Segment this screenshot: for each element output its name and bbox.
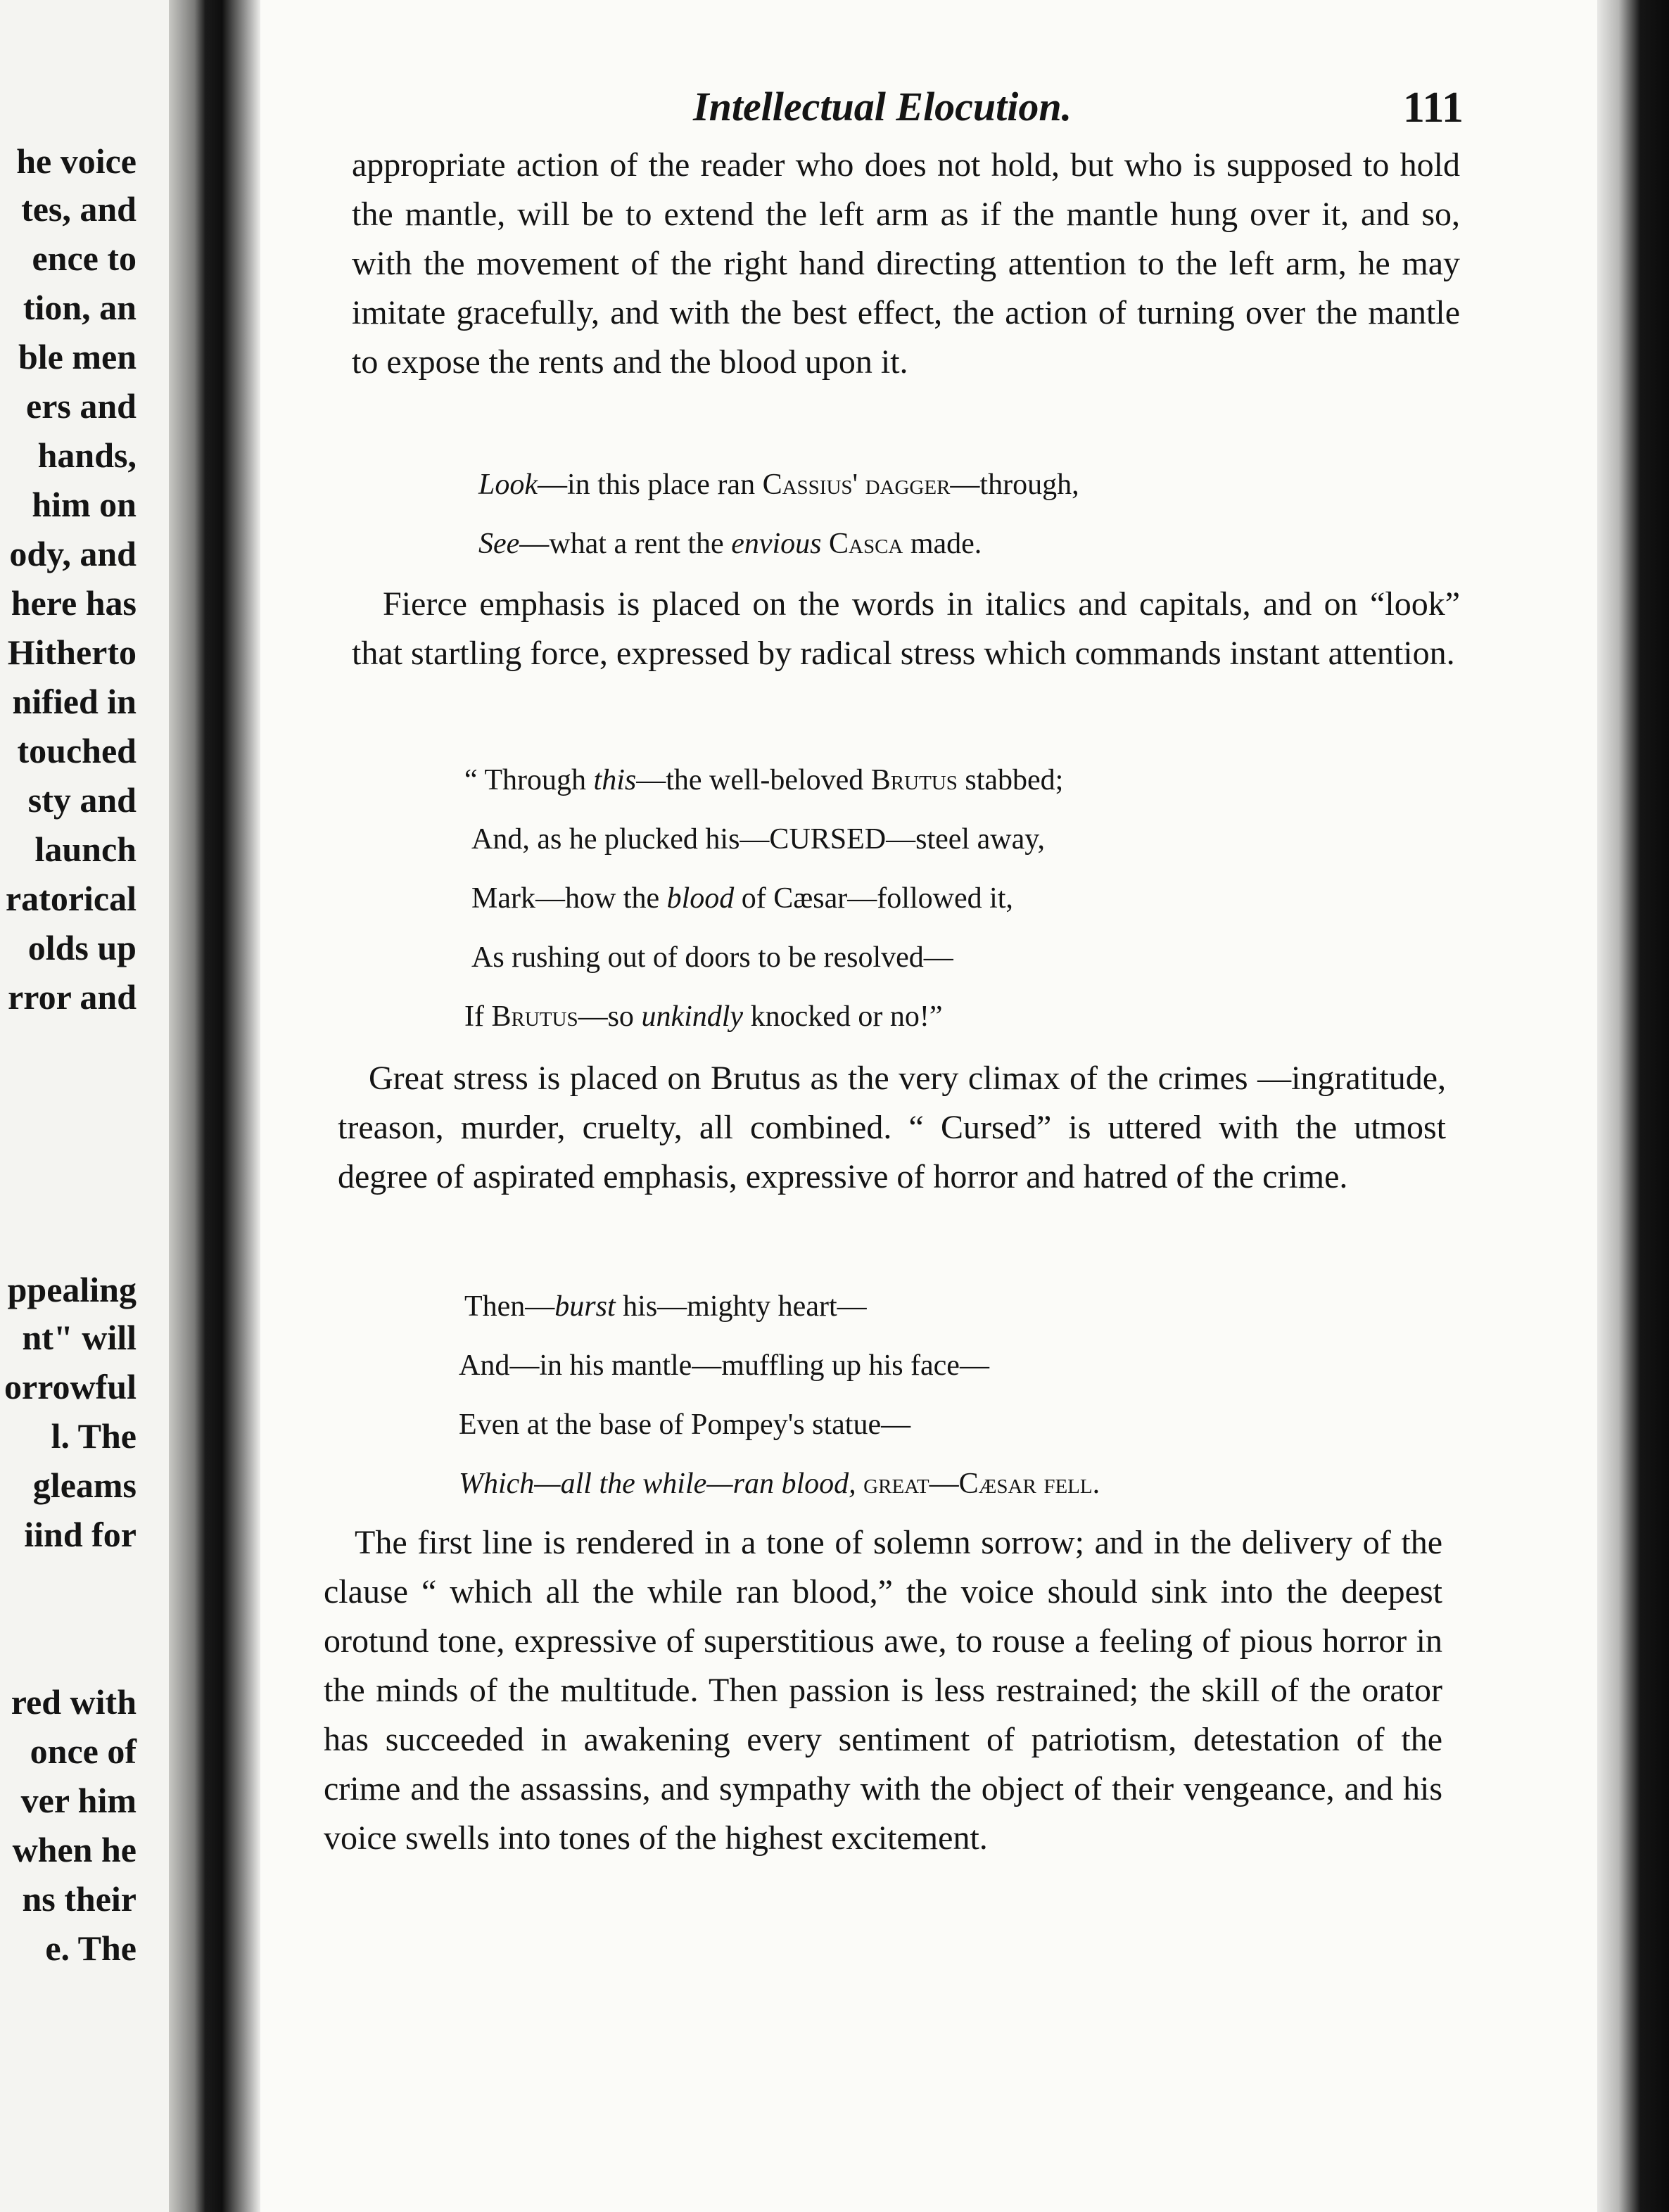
left-page-line: ver him [20,1781,137,1820]
verse-text: —in this place ran [538,469,763,501]
page-edge-shadow [1597,0,1669,2212]
paragraph [338,1054,1446,1202]
emphasis-text: unkindly [641,1000,744,1033]
small-caps-text: Brutus [491,1000,578,1033]
verse-text: made. [903,528,982,560]
verse-text: If [464,1000,492,1033]
emphasis-text: See [478,528,520,560]
left-page-line: once of [30,1731,137,1771]
small-caps-text: Cassius' dagger [762,469,951,501]
left-page-line: gleams [32,1466,137,1505]
emphasis-text: this [593,764,637,796]
verse-text: his—mighty heart— [615,1290,867,1323]
verse-text: —what a rent the [519,528,732,560]
verse-line [478,529,982,559]
left-page-line: tion, an [23,288,137,327]
small-caps-text: great [863,1468,929,1500]
left-page-line: hands, [37,436,137,475]
left-page-line: tes, and [21,189,137,229]
verse-text: —through, [950,469,1079,501]
verse-text: “ Through [464,764,594,796]
verse-text: —the well-beloved [636,764,871,796]
left-page-line: ratorical [5,879,137,918]
left-page-line: ence to [32,239,137,278]
left-page-line: nt" will [22,1318,137,1357]
left-page-fragment [0,0,169,2212]
paragraph-text: The first line is rendered in a tone of solemn sorrow; and in the delivery of the clause “ which all the while ran blood,” the voice should sink into the deepest orotund tone, expressive of superstitious awe, to rouse a feeling of pious horror in the minds of the multitude. Then passion is less restrained; the skill of the orator has succeeded in awakening every sentiment of patriotism, detestation of the crime and the assassins, and sympathy with the object of their vengeance, and his voice swells into tones of the highest excitement. [324,1524,1442,1857]
verse-text: stabbed; [957,764,1064,796]
left-page-line: e. The [45,1928,137,1968]
paragraph: appropriate action of the reader who does not hold, but who is supposed to hold the mantle, will be to extend the left arm as if the mantle hung over it, and so, with the movement of the right hand directing attention to the left arm, he may imitate gracefully, and with the best effect, the action of turning over the mantle to expose the rents and the blood upon it. [352,146,1460,381]
page-number: 111 [1402,84,1464,132]
left-page-line: iind for [24,1515,137,1554]
verse-line [464,1292,867,1321]
running-header: Intellectual Elocution. [693,84,1072,129]
left-page-line: ody, and [9,534,137,573]
left-page-line: when he [12,1830,137,1869]
verse-text: Mark—how the [471,882,667,915]
emphasis-text: blood [666,882,735,915]
left-page-line: red with [11,1682,137,1722]
verse-line: Even at the base of Pompey's statue— [459,1409,911,1441]
left-page-line: orrowful [4,1367,137,1406]
verse-line [464,765,1063,795]
left-page-line: rror and [8,977,137,1017]
left-page-line: launch [34,830,137,869]
verse-text [821,528,829,560]
left-page-line: olds up [27,928,137,967]
emphasis-text: Which—all the while—ran blood, [459,1468,856,1500]
small-caps-text: Cæsar fell. [958,1468,1100,1500]
paragraph-text: Fierce emphasis is placed on the words in italics and capitals, and on “look” that startling force, expressed by radical stress which commands instant attention. [352,585,1460,672]
book-gutter-shadow [169,0,260,2212]
verse-line: And—in his mantle—muffling up his face— [459,1349,989,1382]
verse-line: And, as he plucked his—CURSED—steel away, [471,823,1045,856]
verse-text: Then— [464,1290,555,1323]
emphasis-text: envious [731,528,822,560]
left-page-line: Hitherto [7,633,137,672]
verse-line [478,470,1079,500]
small-caps-text: Casca [828,528,903,560]
verse-text: —so [578,1000,642,1033]
verse-text: of Cæsar—followed it, [734,882,1013,915]
paragraph [324,1518,1442,1863]
verse-line [459,1469,1100,1499]
left-page-line: he voice [16,141,137,181]
left-page-line: sty and [27,780,137,820]
left-page-line: l. The [51,1416,137,1456]
verse-text [856,1468,864,1500]
left-page-line: touched [17,731,137,770]
verse-line: As rushing out of doors to be resolved— [471,941,953,974]
left-page-line: nified in [12,682,137,721]
left-page-line: here has [11,583,137,623]
left-page-line: ppealing [7,1270,137,1309]
left-page-line: ble men [18,337,137,376]
page-111 [310,0,1478,2212]
paragraph-text: Great stress is placed on Brutus as the very climax of the crimes —ingratitude, treason, murder, cruelty, all combined. “ Cursed” is uttered with the utmost degree of aspirated emphasis, expressive of horror and hatred of the crime. [338,1060,1446,1195]
left-page-line: ers and [26,386,137,426]
verse-text: knocked or no!” [743,1000,943,1033]
verse-text: — [929,1468,959,1500]
verse-line [471,884,1013,913]
paragraph [352,580,1460,678]
left-page-line: him on [32,485,137,524]
left-page-line: ns their [22,1879,137,1919]
small-caps-text: Brutus [870,764,958,796]
emphasis-text: burst [554,1290,616,1323]
verse-line [464,1002,942,1031]
emphasis-text: Look [478,469,538,501]
